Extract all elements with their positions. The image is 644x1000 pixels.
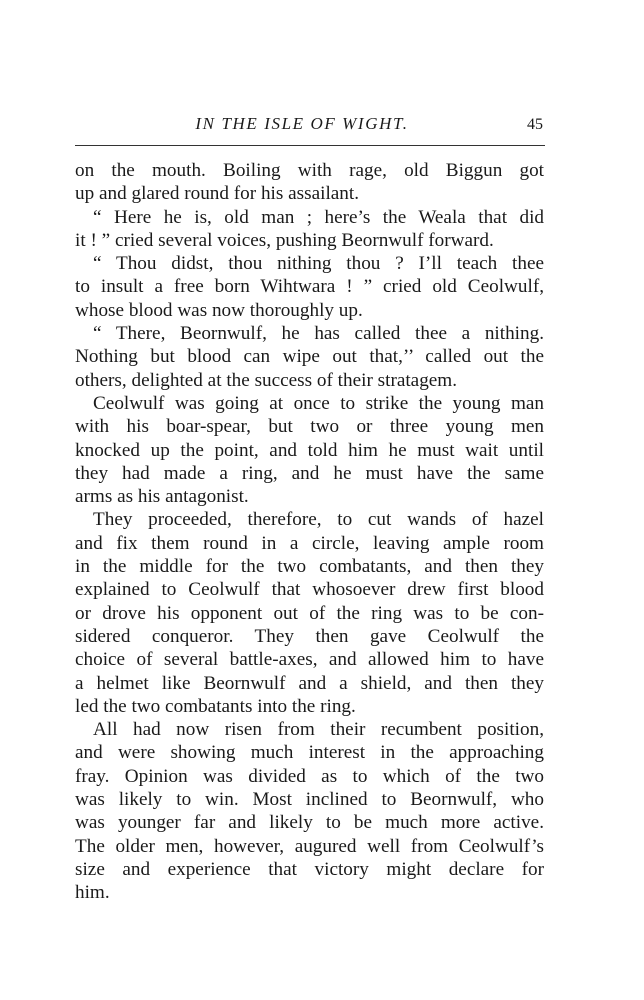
text-line: explained to Ceolwulf that whosoever drew first blood: [75, 579, 544, 601]
text-line: others, delighted at the success of their stratagem.: [75, 369, 458, 391]
text-line: knocked up the point, and told him he must wait until: [75, 439, 544, 461]
text-line: to insult a free born Wihtwara ! ” cried old Ceolwulf,: [75, 276, 544, 298]
text-line: it ! ” cried several voices, pushing Beornwulf forward.: [75, 229, 494, 251]
text-line: arms as his antagonist.: [75, 486, 249, 508]
text-line: All had now risen from their recumbent position,: [93, 719, 544, 741]
text-line: up and glared round for his assailant.: [75, 183, 360, 205]
text-line: “ Here he is, old man ; here’s the Weala that did: [93, 206, 544, 228]
text-line: with his boar-spear, but two or three young men: [75, 416, 544, 438]
running-title: IN THE ISLE OF WIGHT.: [195, 114, 409, 133]
text-line: and were showing much interest in the approaching: [75, 742, 544, 764]
text-line: was younger far and likely to be much more active.: [75, 812, 544, 834]
text-line: in the middle for the two combatants, and then they: [75, 556, 544, 578]
page-number: 45: [527, 116, 543, 133]
text-line: they had made a ring, and he must have the same: [75, 462, 544, 484]
text-line: whose blood was now thoroughly up.: [75, 299, 363, 321]
text-line: was likely to win. Most inclined to Beornwulf, who: [75, 789, 544, 811]
text-line: sidered conqueror. They then gave Ceolwulf the: [75, 625, 544, 647]
text-line: a helmet like Beornwulf and a shield, and then they: [75, 672, 544, 694]
text-line: Nothing but blood can wipe out that,’’ called out the: [75, 346, 544, 368]
text-line: “ Thou didst, thou nithing thou ? I’ll teach thee: [93, 253, 544, 275]
text-line: him.: [75, 882, 110, 904]
text-line: “ There, Beornwulf, he has called thee a nithing.: [93, 323, 544, 345]
text-line: size and experience that victory might declare for: [75, 858, 544, 880]
text-line: fray. Opinion was divided as to which of the two: [75, 765, 544, 787]
text-line: led the two combatants into the ring.: [75, 695, 356, 717]
text-line: Ceolwulf was going at once to strike the young man: [93, 392, 544, 414]
running-head: [75, 112, 543, 136]
text-line: on the mouth. Boiling with rage, old Biggun got: [75, 160, 544, 181]
header-rule: [75, 145, 545, 146]
body-text: [75, 159, 544, 905]
text-line: or drove his opponent out of the ring was to be con-: [75, 602, 544, 624]
text-line: They proceeded, therefore, to cut wands of hazel: [93, 509, 544, 531]
text-line: The older men, however, augured well from Ceolwulf’s: [75, 835, 544, 857]
text-line: and fix them round in a circle, leaving ample room: [75, 532, 544, 554]
text-line: choice of several battle-axes, and allowed him to have: [75, 649, 544, 671]
